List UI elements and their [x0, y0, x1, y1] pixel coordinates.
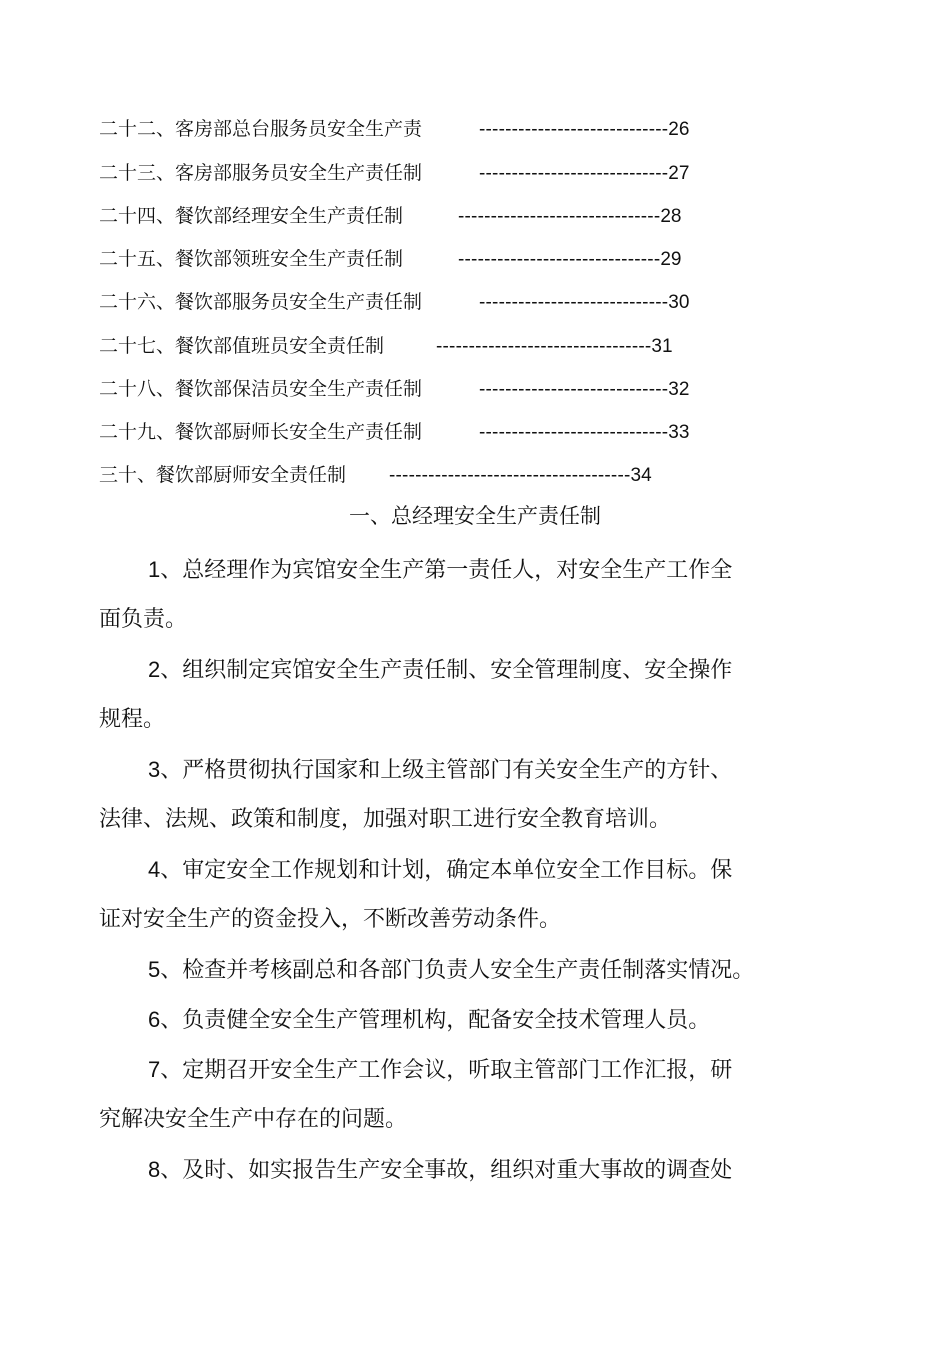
line-text: 、负责健全安全生产管理机构，配备安全技术管理人员。 [160, 1008, 711, 1033]
item-number: 2 [148, 657, 161, 682]
toc-entry: 二十八、餐饮部保洁员安全生产责任制 [99, 378, 423, 400]
toc-leader: ----------------------------- [479, 379, 669, 400]
toc-entry: 二十六、餐饮部服务员安全生产责任制 [99, 291, 423, 313]
toc-entry: 三十、餐饮部厨师安全责任制 [99, 464, 347, 486]
item-number: 8 [148, 1157, 161, 1182]
toc-entry: 二十四、餐饮部经理安全生产责任制 [99, 205, 404, 227]
toc-page-number: 26 [668, 119, 690, 140]
paragraph-line [148, 1005, 710, 1035]
line-text: 、及时、如实报告生产安全事故，组织对重大事故的调查处 [160, 1158, 733, 1183]
line-text: 证对安全生产的资金投入，不断改善劳动条件。 [99, 907, 562, 932]
line-text: 、定期召开安全生产工作会议，听取主管部门工作汇报，研 [160, 1058, 733, 1083]
item-number: 6 [148, 1007, 161, 1032]
paragraph-line [99, 1105, 407, 1135]
toc-leader: --------------------------------- [436, 336, 652, 357]
toc-leader: ----------------------------- [479, 119, 669, 140]
line-text: 规程。 [99, 707, 166, 732]
toc-leader: ------------------------------- [458, 249, 661, 270]
line-text: 、审定安全工作规划和计划，确定本单位安全工作目标。保 [160, 858, 733, 883]
toc-entry: 二十三、客房部服务员安全生产责任制 [99, 162, 423, 184]
toc-leader: ------------------------------------- [389, 465, 631, 486]
line-text: 究解决安全生产中存在的问题。 [99, 1107, 408, 1132]
toc-line [99, 203, 681, 229]
toc-leader: ------------------------------- [458, 206, 661, 227]
item-number: 7 [148, 1057, 161, 1082]
paragraph-line [148, 755, 732, 785]
toc-line [99, 246, 681, 272]
line-text: 、检查并考核副总和各部门负责人安全生产责任制落实情况。 [160, 958, 755, 983]
item-number: 4 [148, 857, 161, 882]
section-title: 一、总经理安全生产责任制 [349, 504, 601, 528]
toc-entry: 二十五、餐饮部领班安全生产责任制 [99, 248, 404, 270]
paragraph-line [148, 1055, 732, 1085]
toc-leader: ----------------------------- [479, 422, 669, 443]
toc-line [99, 376, 689, 402]
toc-leader: ----------------------------- [479, 292, 669, 313]
paragraph-line [148, 1155, 732, 1185]
toc-page-number: 28 [660, 206, 682, 227]
toc-page-number: 30 [668, 292, 690, 313]
toc-page-number: 32 [668, 379, 690, 400]
line-text: 面负责。 [99, 607, 188, 632]
toc-page-number: 29 [660, 249, 682, 270]
line-text: 法律、法规、政策和制度，加强对职工进行安全教育培训。 [99, 807, 672, 832]
toc-entry: 二十九、餐饮部厨师长安全生产责任制 [99, 421, 423, 443]
toc-page-number: 33 [668, 422, 690, 443]
toc-entry: 二十二、客房部总台服务员安全生产责 [99, 118, 423, 140]
toc-line [99, 289, 689, 315]
item-number: 5 [148, 957, 161, 982]
item-number: 1 [148, 557, 161, 582]
paragraph-line [99, 605, 187, 635]
toc-page-number: 27 [668, 163, 690, 184]
toc-line [99, 116, 689, 142]
item-number: 3 [148, 757, 161, 782]
toc-line [99, 333, 673, 359]
line-text: 、组织制定宾馆安全生产责任制、安全管理制度、安全操作 [160, 658, 733, 683]
toc-line [99, 419, 689, 445]
paragraph-line [99, 705, 165, 735]
line-text: 、总经理作为宾馆安全生产第一责任人，对安全生产工作全 [160, 558, 733, 583]
toc-line [99, 160, 689, 186]
toc-page-number: 31 [651, 336, 673, 357]
paragraph-line [148, 955, 754, 985]
paragraph-line [148, 855, 732, 885]
line-text: 、严格贯彻执行国家和上级主管部门有关安全生产的方针、 [160, 758, 733, 783]
paragraph-line [148, 655, 732, 685]
paragraph-line [99, 805, 671, 835]
toc-line [99, 462, 652, 488]
toc-entry: 二十七、餐饮部值班员安全责任制 [99, 335, 385, 357]
toc-leader: ----------------------------- [479, 163, 669, 184]
paragraph-line [99, 905, 561, 935]
paragraph-line [148, 555, 732, 585]
toc-page-number: 34 [630, 465, 652, 486]
